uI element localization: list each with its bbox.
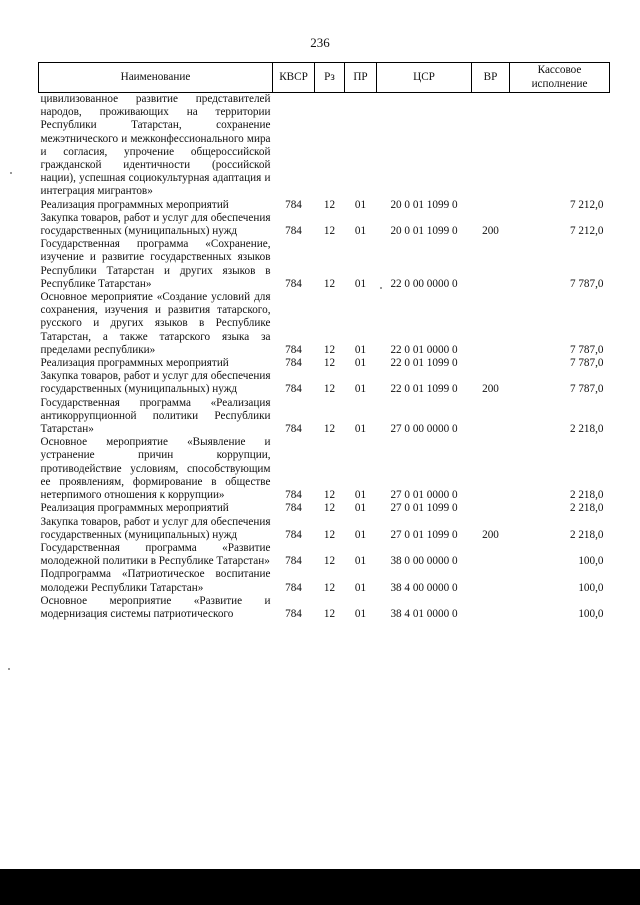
scan-speck: [10, 172, 12, 174]
cell-kvsr: 784: [285, 489, 302, 502]
cell-csr: 22 0 01 0000 0: [390, 343, 458, 356]
cell-kvsr: 784: [285, 343, 302, 356]
table-row: [39, 542, 610, 568]
cell-csr: 38 0 00 0000 0: [390, 555, 458, 568]
scan-speck: [380, 287, 382, 289]
cell-pr: 01: [354, 383, 367, 396]
cell-vr: 200: [482, 383, 499, 396]
cell-pr: 01: [354, 555, 367, 568]
cell-vr: [472, 93, 510, 199]
cell-kvsr: 784: [285, 225, 302, 238]
page-number: 236: [310, 35, 330, 50]
cell-name: цивилизованное развитие представителей народов, проживающих на территории Республики Татарстан, сохранение межэтнического и межконфессионального мира и согласия, упрочение общероссийской гражданской идентичности (российской нации), успешная социокультурная адаптация и интеграция мигрантов»: [40, 93, 271, 198]
cell-vr: [472, 595, 510, 621]
table-row: [39, 568, 610, 594]
cell-csr: 20 0 01 1099 0: [390, 198, 458, 211]
cell-pr: 01: [354, 198, 367, 211]
cell-kvsr: 784: [285, 383, 302, 396]
cell-vr: [472, 199, 510, 212]
cell-rz: 12: [323, 198, 336, 211]
cell-kvsr: 784: [285, 607, 302, 620]
cell-vr: [472, 238, 510, 291]
cell-pr: 01: [354, 423, 367, 436]
table-row: [39, 516, 610, 542]
cell-amount: 2 218,0: [569, 423, 604, 436]
cell-rz: 12: [323, 489, 336, 502]
cell-amount: 2 218,0: [569, 528, 604, 541]
col-header-amount: Кассовое исполнение: [510, 63, 610, 93]
cell-pr: 01: [354, 489, 367, 502]
cell-pr: 01: [354, 357, 367, 370]
cell-name: Государственная программа «Сохранение, изучение и развитие государственных языков Республики Татарстан и других языков в Республике Татарстан»: [40, 238, 271, 290]
cell-kvsr: 784: [285, 555, 302, 568]
cell-kvsr: 784: [285, 502, 302, 515]
cell-rz: [315, 93, 345, 199]
table-row: [39, 238, 610, 291]
cell-vr: [472, 502, 510, 515]
col-header-vr: ВР: [472, 63, 510, 93]
scan-bottom-band: [0, 869, 640, 905]
cell-pr: 01: [354, 225, 367, 238]
cell-name: Реализация программных мероприятий: [40, 357, 229, 370]
cell-kvsr: 784: [285, 528, 302, 541]
cell-rz: 12: [323, 225, 336, 238]
col-header-pr: ПР: [345, 63, 377, 93]
cell-amount: 7 212,0: [569, 198, 604, 211]
cell-name: Подпрограмма «Патриотическое воспитание молодежи Республики Татарстан»: [40, 568, 271, 594]
col-header-name: Наименование: [39, 63, 273, 93]
scan-speck: [8, 668, 10, 670]
cell-vr: 200: [482, 225, 499, 238]
cell-rz: 12: [323, 555, 336, 568]
table-row: [39, 595, 610, 621]
cell-amount: [510, 93, 610, 199]
cell-csr: 38 4 00 0000 0: [390, 581, 458, 594]
cell-vr: [472, 357, 510, 370]
table-row: [39, 397, 610, 437]
cell-csr: 27 0 01 1099 0: [390, 502, 458, 515]
cell-name: Реализация программных мероприятий: [40, 502, 229, 515]
cell-rz: 12: [323, 502, 336, 515]
cell-csr: 27 0 01 1099 0: [390, 528, 458, 541]
cell-pr: [345, 93, 377, 199]
cell-kvsr: [273, 93, 315, 199]
cell-name: Основное мероприятие «Выявление и устранение причин коррупции, противодействие условиям, способствующим ее проявлениям, формирование в обществе нетерпимого отношения к коррупции»: [40, 436, 271, 502]
cell-amount: 7 787,0: [569, 343, 604, 356]
table-row: [39, 93, 610, 199]
cell-csr: 27 0 01 0000 0: [390, 489, 458, 502]
cell-amount: 7 787,0: [569, 357, 604, 370]
table-row: [39, 357, 610, 370]
cell-csr: 22 0 00 0000 0: [390, 277, 458, 290]
cell-rz: 12: [323, 423, 336, 436]
cell-csr: 22 0 01 1099 0: [390, 383, 458, 396]
cell-amount: 7 787,0: [569, 383, 604, 396]
table-row: [39, 291, 610, 357]
cell-rz: 12: [323, 357, 336, 370]
cell-amount: 100,0: [578, 607, 604, 620]
cell-amount: 2 218,0: [569, 502, 604, 515]
cell-rz: 12: [323, 528, 336, 541]
cell-csr: 27 0 00 0000 0: [390, 423, 458, 436]
cell-vr: 200: [482, 528, 499, 541]
cell-pr: 01: [354, 528, 367, 541]
cell-amount: 7 212,0: [569, 225, 604, 238]
cell-csr: 22 0 01 1099 0: [390, 357, 458, 370]
cell-name: Основное мероприятие «Создание условий для сохранения, изучения и развития татарского, русского и других языков в Республике Татарстан, а также татарского языка за пределами республики»: [40, 291, 271, 356]
cell-name: Государственная программа «Реализация антикоррупционной политики Республики Татарстан»: [40, 396, 271, 436]
cell-csr: [377, 93, 472, 199]
cell-rz: 12: [323, 277, 336, 290]
table-row: [39, 199, 610, 212]
cell-amount: 100,0: [578, 581, 604, 594]
cell-rz: 12: [323, 581, 336, 594]
table-row: [39, 436, 610, 502]
table-row: [39, 370, 610, 396]
cell-csr: 20 0 01 1099 0: [390, 225, 458, 238]
cell-amount: 2 218,0: [569, 489, 604, 502]
cell-name: Закупка товаров, работ и услуг для обеспечения государственных (муниципальных) нужд: [40, 370, 271, 396]
cell-pr: 01: [354, 607, 367, 620]
cell-pr: 01: [354, 277, 367, 290]
col-header-rz: Рз: [315, 63, 345, 93]
cell-rz: 12: [323, 607, 336, 620]
cell-pr: 01: [354, 581, 367, 594]
cell-pr: 01: [354, 502, 367, 515]
cell-vr: [472, 291, 510, 357]
cell-kvsr: 784: [285, 277, 302, 290]
cell-name: Закупка товаров, работ и услуг для обеспечения государственных (муниципальных) нужд: [40, 211, 271, 238]
cell-name: Государственная программа «Развитие молодежной политики в Республике Татарстан»: [40, 541, 271, 568]
cell-rz: 12: [323, 383, 336, 396]
cell-rz: 12: [323, 343, 336, 356]
table-row: [39, 212, 610, 238]
cell-name: Закупка товаров, работ и услуг для обеспечения государственных (муниципальных) нужд: [40, 515, 271, 541]
cell-csr: 38 4 01 0000 0: [390, 607, 458, 620]
cell-amount: 100,0: [578, 555, 604, 568]
cell-vr: [472, 436, 510, 502]
col-header-csr: ЦСР: [377, 63, 472, 93]
cell-name: Основное мероприятие «Развитие и модернизация системы патриотического: [40, 594, 271, 620]
cell-pr: 01: [354, 343, 367, 356]
cell-kvsr: 784: [285, 423, 302, 436]
table-row: [39, 502, 610, 515]
cell-vr: [472, 542, 510, 568]
table-body: [39, 93, 610, 622]
col-header-kvsr: КВСР: [273, 63, 315, 93]
cell-vr: [472, 397, 510, 437]
cell-kvsr: 784: [285, 198, 302, 211]
cell-kvsr: 784: [285, 581, 302, 594]
table-header-row: [39, 63, 610, 93]
cell-kvsr: 784: [285, 357, 302, 370]
cell-name: Реализация программных мероприятий: [40, 198, 229, 211]
cell-vr: [472, 568, 510, 594]
cell-amount: 7 787,0: [569, 277, 604, 290]
budget-table: [38, 62, 610, 621]
